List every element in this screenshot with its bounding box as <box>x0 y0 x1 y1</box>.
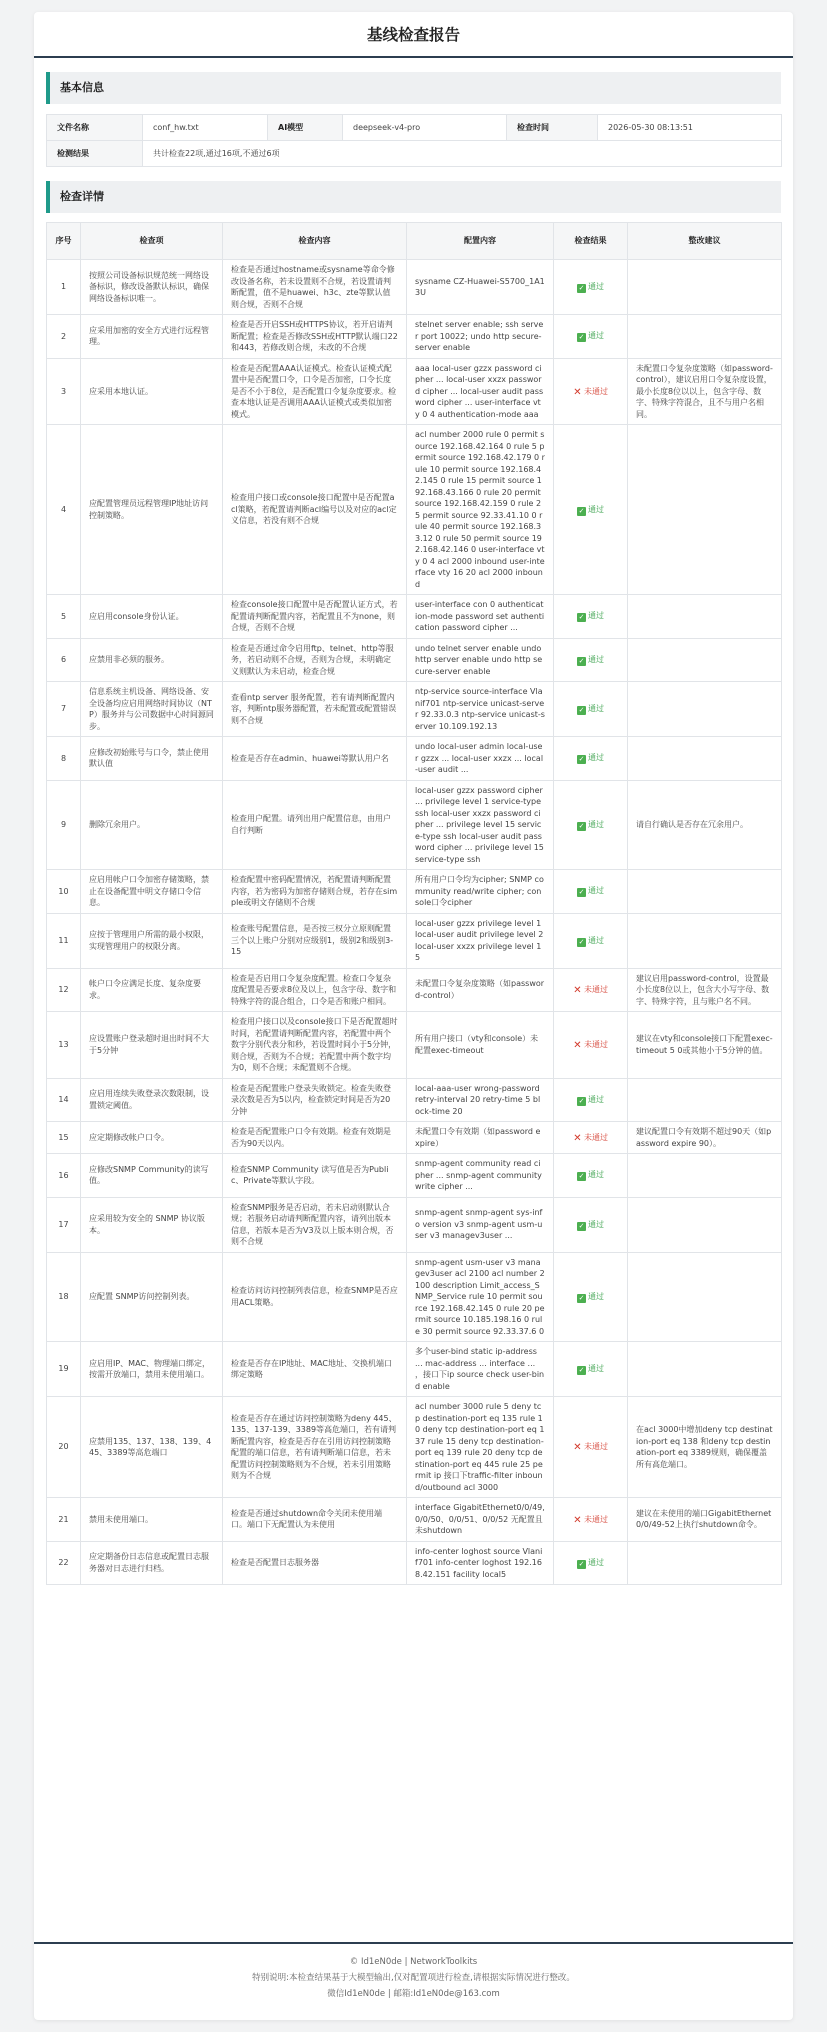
row-check-item: 应采用较为安全的 SNMP 协议版本。 <box>81 1197 223 1252</box>
footer-contact: 微信Id1eN0de | 邮箱:Id1eN0de@163.com <box>327 1989 500 1999</box>
row-check-item: 应配置管理员远程管理IP地址访问控制策略。 <box>81 425 223 595</box>
basic-info-table <box>46 114 782 167</box>
col-header-result: 检查结果 <box>554 223 628 260</box>
row-check-content: 检查是否通过hostname或sysname等命令修改设备名称，若未设置则不合规，若设置请判断配置，值不是huawei、h3c、zte等默认值则合规，否则不合规 <box>223 260 407 315</box>
row-check-item: 帐户口令应满足长度、复杂度要求。 <box>81 968 223 1012</box>
cross-icon: ✕ <box>573 1514 582 1526</box>
cross-icon: ✕ <box>573 386 582 398</box>
row-check-result <box>554 1397 628 1498</box>
row-check-result <box>554 1012 628 1079</box>
row-advice <box>628 913 782 968</box>
section-title-detail: 检查详情 <box>46 181 781 213</box>
result-label: 未通过 <box>584 386 608 396</box>
row-check-result <box>554 913 628 968</box>
row-advice <box>628 870 782 914</box>
result-label: 通过 <box>588 1094 604 1104</box>
table-row <box>47 780 782 870</box>
row-check-result <box>554 260 628 315</box>
row-check-content: 检查SNMP服务是否启动，若未启动则默认合规；若服务启动请判断配置内容，请列出版本信息，若版本是否为V3及以上版本则合规，否则不合规 <box>223 1197 407 1252</box>
row-check-content: 检查配置中密码配置情况，若配置请判断配置内容，若为密码为加密存储则合规，若存在simple或明文存储则不合规 <box>223 870 407 914</box>
result-label: 未通过 <box>584 1514 608 1524</box>
row-advice: 建议在未使用的端口GigabitEthernet0/0/49-52上执行shutdown命令。 <box>628 1498 782 1542</box>
row-check-item: 应启用连续失败登录次数限制，设置锁定阈值。 <box>81 1078 223 1122</box>
result-label: 通过 <box>588 886 604 896</box>
result-label: 未通过 <box>584 985 608 994</box>
row-number: 5 <box>47 595 81 639</box>
table-row <box>47 737 782 781</box>
footer-copyright: © Id1eN0de | NetworkToolkits <box>349 1957 478 1967</box>
row-config-content: user-interface con 0 authentication-mode password set authentication password cipher ... <box>407 595 554 639</box>
row-check-result <box>554 870 628 914</box>
cross-icon: ✕ <box>573 1442 582 1454</box>
row-config-content: snmp-agent community read cipher ... snmp-agent community write cipher ... <box>407 1154 554 1198</box>
report-card <box>34 12 793 2020</box>
row-number: 4 <box>47 425 81 595</box>
row-advice: 建议在vty和console接口下配置exec-timeout 5 0或其他小于5分钟的值。 <box>628 1012 782 1079</box>
check-icon: ✓ <box>578 937 585 946</box>
table-row <box>47 870 782 914</box>
row-config-content: interface GigabitEthernet0/0/49, 0/0/50、0/0/51、0/0/52 无配置且未shutdown <box>407 1498 554 1542</box>
table-row <box>47 968 782 1012</box>
row-check-result <box>554 1078 628 1122</box>
row-check-result <box>554 1498 628 1542</box>
check-icon: ✓ <box>578 1172 585 1181</box>
col-header-item: 检查项 <box>81 223 223 260</box>
table-row <box>47 1397 782 1498</box>
table-row <box>47 425 782 595</box>
result-label: 通过 <box>588 654 604 664</box>
cross-icon: ✕ <box>573 985 582 996</box>
table-row <box>47 595 782 639</box>
row-config-content: snmp-agent snmp-agent sys-info version v3 snmp-agent usm-user v3 managev3user ... <box>407 1197 554 1252</box>
row-check-result <box>554 1197 628 1252</box>
check-icon: ✓ <box>578 706 585 714</box>
row-advice <box>628 1154 782 1198</box>
row-check-item: 应禁用135、137、138、139、445、3389等高危端口 <box>81 1397 223 1498</box>
row-check-content: 检查是否存在通过访问控制策略为deny 445、135、137-139、3389等高危端口，若有请判断配置内容，检查是否存在引用访问控制策略配置的端口信息，若有请判断端口信息，若未配置访问控制策略则为不合规，若未引用策略则为不合规 <box>223 1397 407 1498</box>
check-icon: ✓ <box>578 656 585 665</box>
row-config-content: 未配置口令复杂度策略（如password-control） <box>407 968 554 1012</box>
row-check-result <box>554 1252 628 1342</box>
row-config-content: ntp-service source-interface Vlanif701 ntp-service unicast-server 92.33.0.3 ntp-service unicast-server 10.109.192.13 <box>407 682 554 737</box>
row-check-content: 检查是否通过命令启用ftp、telnet、http等服务，若启动则不合规，否则为合规，未明确定义则默认为未启动，检查合规 <box>223 638 407 682</box>
row-check-item: 应禁用非必须的服务。 <box>81 638 223 682</box>
row-check-result <box>554 682 628 737</box>
row-check-content: 检查是否开启SSH或HTTPS协议，若开启请判断配置；检查是否修改SSH或HTTP默认端口22和443，若修改则合规，未改的不合规 <box>223 315 407 359</box>
result-label: 未通过 <box>584 1442 608 1452</box>
result-label: 通过 <box>588 935 604 945</box>
row-advice <box>628 425 782 595</box>
row-advice <box>628 315 782 359</box>
table-row <box>47 1342 782 1397</box>
row-advice <box>628 1197 782 1252</box>
row-check-item: 应采用本地认证。 <box>81 358 223 425</box>
table-row <box>47 682 782 737</box>
row-number: 7 <box>47 682 81 737</box>
check-time-label: 检查时间 <box>507 115 598 141</box>
section-title-basic: 基本信息 <box>46 72 781 104</box>
row-number: 12 <box>47 968 81 1012</box>
result-label: 通过 <box>588 282 604 291</box>
row-advice: 建议配置口令有效期不超过90天（如password expire 90）。 <box>628 1122 782 1154</box>
result-label: 通过 <box>588 704 604 713</box>
result-label: 通过 <box>588 1291 604 1301</box>
check-icon: ✓ <box>578 1559 585 1568</box>
row-number: 17 <box>47 1197 81 1252</box>
result-label: 通过 <box>588 753 604 763</box>
row-check-content: 检查是否存在admin、huawei等默认用户名 <box>223 737 407 781</box>
result-label: 未通过 <box>584 1040 608 1049</box>
check-result-label: 检测结果 <box>47 141 143 167</box>
col-header-no: 序号 <box>47 223 81 260</box>
file-name-label: 文件名称 <box>47 115 143 141</box>
check-icon: ✓ <box>578 333 585 342</box>
row-check-content: 检查用户接口或console接口配置中是否配置acl策略，若配置请判断acl编号以及对应的acl定义信息，若没有则不合规 <box>223 425 407 595</box>
check-icon: ✓ <box>578 1366 585 1374</box>
row-check-content: 检查是否存在IP地址、MAC地址、交换机端口绑定策略 <box>223 1342 407 1397</box>
table-row <box>47 638 782 682</box>
result-label: 通过 <box>588 819 604 829</box>
table-row <box>47 1078 782 1122</box>
row-advice <box>628 260 782 315</box>
row-check-item: 应按于管理用户所需的最小权限，实现管理用户的权限分离。 <box>81 913 223 968</box>
ai-model-value: deepseek-v4-pro <box>343 115 507 141</box>
table-row <box>47 1541 782 1585</box>
row-advice <box>628 682 782 737</box>
row-check-content: 检查访问访问控制列表信息，检查SNMP是否应用ACL策略。 <box>223 1252 407 1342</box>
table-row <box>47 1154 782 1198</box>
file-name-value: conf_hw.txt <box>143 115 268 141</box>
row-number: 10 <box>47 870 81 914</box>
check-icon: ✓ <box>578 888 585 897</box>
table-row <box>47 358 782 425</box>
col-header-content: 检查内容 <box>223 223 407 260</box>
row-check-result <box>554 595 628 639</box>
cross-icon: ✕ <box>573 1132 582 1144</box>
row-check-item: 应修改初始账号与口令，禁止使用默认值 <box>81 737 223 781</box>
col-header-config: 配置内容 <box>407 223 554 260</box>
row-config-content: local-user gzzx privilege level 1 local-user audit privilege level 2 local-user xxzx privilege level 15 <box>407 913 554 968</box>
row-number: 3 <box>47 358 81 425</box>
row-check-content: 检查是否启用口令复杂度配置。检查口令复杂度配置是否要求8位及以上，包含字母、数字和特殊字符的混合组合，口令是否和账户相同。 <box>223 968 407 1012</box>
row-config-content: local-aaa-user wrong-password retry-interval 20 retry-time 5 block-time 20 <box>407 1078 554 1122</box>
row-check-content: 检查是否通过shutdown命令关闭未使用端口。端口下无配置认为未使用 <box>223 1498 407 1542</box>
row-check-item: 应设置账户登录超时退出时间不大于5分钟 <box>81 1012 223 1079</box>
table-row <box>47 1252 782 1342</box>
row-number: 14 <box>47 1078 81 1122</box>
cross-icon: ✕ <box>573 1040 582 1051</box>
check-icon: ✓ <box>578 1293 585 1302</box>
row-config-content: undo local-user admin local-user gzzx ... local-user xxzx ... local-user audit ... <box>407 737 554 781</box>
row-advice <box>628 1252 782 1342</box>
row-check-content: 检查console接口配置中是否配置认证方式，若配置请判断配置内容，若配置且不为none，则合规，否则不合规 <box>223 595 407 639</box>
row-check-item: 应配置 SNMP访问控制列表。 <box>81 1252 223 1342</box>
row-check-item: 信息系统主机设备、网络设备、安全设备均应启用网络时间协议（NTP）服务并与公司数据中心时间源同步。 <box>81 682 223 737</box>
row-advice <box>628 1342 782 1397</box>
check-icon: ✓ <box>578 1096 585 1105</box>
row-check-result <box>554 638 628 682</box>
row-config-content: snmp-agent usm-user v3 managev3user acl 2100 acl number 2100 description Limit_access_SNMP_Service rule 10 permit source 192.168.42.145 0 rule 20 permit source 10.185.198.16 0 rule 30 permit source 92.33.37.6 0 <box>407 1252 554 1342</box>
row-advice: 请自行确认是否存在冗余用户。 <box>628 780 782 870</box>
row-advice <box>628 737 782 781</box>
row-check-result <box>554 1342 628 1397</box>
result-label: 通过 <box>588 331 604 341</box>
check-icon: ✓ <box>578 821 585 830</box>
row-check-item: 应定期备份日志信息或配置日志服务器对日志进行归档。 <box>81 1541 223 1585</box>
row-check-result <box>554 358 628 425</box>
detail-header-row <box>47 223 782 260</box>
row-check-result <box>554 1122 628 1154</box>
row-check-content: 检查用户配置。请列出用户配置信息，由用户自行判断 <box>223 780 407 870</box>
row-check-result <box>554 1541 628 1585</box>
row-advice <box>628 638 782 682</box>
row-advice <box>628 1541 782 1585</box>
row-check-result <box>554 1154 628 1198</box>
row-check-content: 检查账号配置信息，是否按三权分立原则配置三个以上账户分别对应级别1，级别2和级别3-15 <box>223 913 407 968</box>
row-config-content: 多个user-bind static ip-address ... mac-address ... interface ... ，接口下ip source check user-bind enable <box>407 1342 554 1397</box>
row-number: 16 <box>47 1154 81 1198</box>
row-number: 20 <box>47 1397 81 1498</box>
check-icon: ✓ <box>578 613 585 622</box>
col-header-advice: 整改建议 <box>628 223 782 260</box>
result-label: 通过 <box>588 504 604 514</box>
row-number: 11 <box>47 913 81 968</box>
detail-table-body <box>47 260 782 1585</box>
check-icon: ✓ <box>578 506 585 515</box>
check-icon: ✓ <box>578 755 585 764</box>
row-check-content: 检查是否配置AAA认证模式。检查认证模式配置中是否配置口令，口令是否加密，口令长度是否不小于8位，是否配置口令复杂度要求。检查本地认证是否调用AAA认证模式或类似加密模式。 <box>223 358 407 425</box>
row-check-result <box>554 737 628 781</box>
row-config-content: stelnet server enable; ssh server port 10022; undo http secure-server enable <box>407 315 554 359</box>
row-check-item: 应修改SNMP Community的读写值。 <box>81 1154 223 1198</box>
row-check-item: 应定期修改帐户口令。 <box>81 1122 223 1154</box>
row-check-content: 检查是否配置日志服务器 <box>223 1541 407 1585</box>
ai-model-label: AI模型 <box>268 115 343 141</box>
row-advice <box>628 595 782 639</box>
table-row <box>47 1012 782 1079</box>
row-check-item: 应采用加密的安全方式进行远程管理。 <box>81 315 223 359</box>
table-row <box>47 315 782 359</box>
info-row <box>47 141 782 167</box>
row-config-content: aaa local-user gzzx password cipher ... local-user xxzx password cipher ... local-user audit password cipher ... user-interface vty 0 4 authentication-mode aaa <box>407 358 554 425</box>
row-number: 21 <box>47 1498 81 1542</box>
info-row <box>47 115 782 141</box>
detail-table <box>46 222 782 1585</box>
row-config-content: sysname CZ-Huawei-S5700_1A13U <box>407 260 554 315</box>
row-check-content: 检查SNMP Community 读写值是否为Public、Private等默认字段。 <box>223 1154 407 1198</box>
result-label: 通过 <box>588 1364 604 1373</box>
result-label: 通过 <box>588 1219 604 1229</box>
row-check-result <box>554 780 628 870</box>
row-check-result <box>554 968 628 1012</box>
table-row <box>47 260 782 315</box>
check-icon: ✓ <box>578 1221 585 1230</box>
footer-disclaimer: 特别说明:本检查结果基于大模型输出,仅对配置项进行检查,请根据实际情况进行整改。 <box>252 1973 575 1983</box>
check-time-value: 2026-05-30 08:13:51 <box>598 115 782 141</box>
row-number: 9 <box>47 780 81 870</box>
table-row <box>47 1498 782 1542</box>
result-label: 通过 <box>588 611 604 621</box>
row-number: 22 <box>47 1541 81 1585</box>
row-advice: 在acl 3000中增加deny tcp destination-port eq 138 和deny tcp destination-port eq 3389规则，确保覆盖所有高危端口。 <box>628 1397 782 1498</box>
row-advice: 未配置口令复杂度策略（如password-control），建议启用口令复杂度设置，最小长度8位以以上，包含字母、数字、特殊字符混合，且不与用户名相同。 <box>628 358 782 425</box>
row-number: 2 <box>47 315 81 359</box>
row-check-result <box>554 425 628 595</box>
result-label: 未通过 <box>584 1132 608 1142</box>
row-config-content: undo telnet server enable undo http server enable undo http secure-server enable <box>407 638 554 682</box>
row-number: 1 <box>47 260 81 315</box>
row-number: 8 <box>47 737 81 781</box>
row-number: 13 <box>47 1012 81 1079</box>
row-number: 19 <box>47 1342 81 1397</box>
row-advice <box>628 1078 782 1122</box>
row-config-content: acl number 2000 rule 0 permit source 192.168.42.164 0 rule 5 permit source 192.168.42.179 0 rule 10 permit source 192.168.42.145 0 rule 15 permit source 192.168.43.166 0 rule 20 permit source 192.168.42.159 0 rule 25 permit source 92.33.41.10 0 rule 40 permit source 192.168.33.12 0 rule 50 permit source 192.168.42.146 0 user-interface vty 0 4 acl 2000 inbound user-interface vty 16 20 acl 2000 inbound <box>407 425 554 595</box>
page-title: 基线检查报告 <box>34 12 793 58</box>
row-check-item: 应启用帐户口令加密存储策略，禁止在设备配置中明文存储口令信息。 <box>81 870 223 914</box>
row-config-content: 未配置口令有效期（如password expire） <box>407 1122 554 1154</box>
row-check-content: 检查是否配置账户口令有效期。检查有效期是否为90天以内。 <box>223 1122 407 1154</box>
row-check-content: 查看ntp server 服务配置，若有请判断配置内容，判断ntp服务器配置，若未配置或配置错误则不合规 <box>223 682 407 737</box>
row-check-content: 检查是否配置账户登录失败锁定。检查失败登录次数是否为5以内，检查锁定时间是否为20分钟 <box>223 1078 407 1122</box>
result-label: 通过 <box>588 1170 604 1180</box>
result-label: 通过 <box>588 1557 604 1567</box>
row-config-content: 所有用户口令均为cipher; SNMP community read/write cipher; console口令cipher <box>407 870 554 914</box>
row-advice: 建议启用password-control，设置最小长度8位以上，包含大小写字母、数字、特殊字符，且与账户名不同。 <box>628 968 782 1012</box>
row-check-item: 禁用未使用端口。 <box>81 1498 223 1542</box>
row-check-content: 检查用户接口以及console接口下是否配置超时时间，若配置请判断配置内容，若配置中两个数字分别代表分和秒，若设置时间小于5分钟，则合规，否则为不合规；若配置中两个数字均为0，则不合规；未配置则不合规。 <box>223 1012 407 1079</box>
row-number: 6 <box>47 638 81 682</box>
row-check-item: 应启用IP、MAC、物理端口绑定，按需开放端口，禁用未使用端口。 <box>81 1342 223 1397</box>
row-check-result <box>554 315 628 359</box>
row-config-content: info-center loghost source Vlanif701 info-center loghost 192.168.42.151 facility local5 <box>407 1541 554 1585</box>
check-icon: ✓ <box>578 284 585 292</box>
row-check-item: 删除冗余用户。 <box>81 780 223 870</box>
table-row <box>47 1197 782 1252</box>
row-config-content: 所有用户接口（vty和console）未配置exec-timeout <box>407 1012 554 1079</box>
row-config-content: acl number 3000 rule 5 deny tcp destination-port eq 135 rule 10 deny tcp destination-port eq 137 rule 15 deny tcp destination-port eq 139 rule 20 deny tcp destination-port eq 445 rule 25 permit ip 接口下traffic-filter inbound/outbound acl 3000 <box>407 1397 554 1498</box>
row-check-item: 按照公司设备标识规范统一网络设备标识，修改设备默认标识，确保网络设备标识唯一。 <box>81 260 223 315</box>
row-number: 15 <box>47 1122 81 1154</box>
table-row <box>47 1122 782 1154</box>
row-check-item: 应启用console身份认证。 <box>81 595 223 639</box>
footer <box>34 1942 793 2002</box>
row-number: 18 <box>47 1252 81 1342</box>
row-config-content: local-user gzzx password cipher ... privilege level 1 service-type ssh local-user xxzx password cipher ... privilege level 15 service-type ssh local-user audit password cipher ... privilege level 15 service-type ssh <box>407 780 554 870</box>
table-row <box>47 913 782 968</box>
check-result-value: 共计检查22项,通过16项,不通过6项 <box>143 141 782 167</box>
